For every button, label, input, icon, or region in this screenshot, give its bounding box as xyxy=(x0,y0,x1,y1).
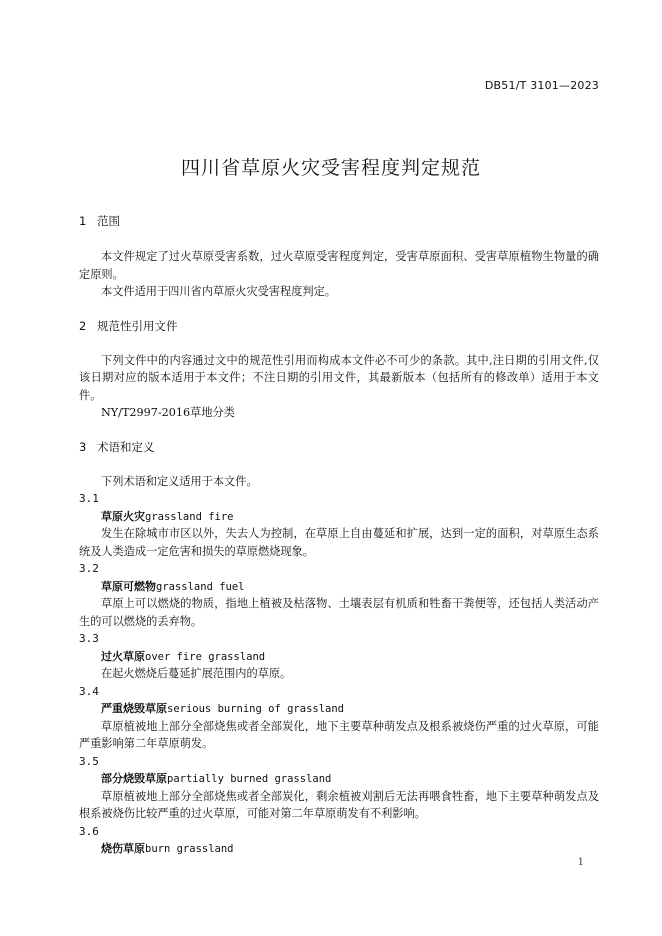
section-number: 1 xyxy=(79,214,87,228)
section-number: 3 xyxy=(79,439,87,454)
term-title xyxy=(79,840,599,858)
term-definition: 在起火燃烧后蔓延扩展范围内的草原。 xyxy=(101,667,292,680)
term-definition: 草原植被地上部分全部烧焦或者全部炭化，地下主要草种萌发点及根系被烧伤严重的过火草原，可能严重影响第二年草原萌发。 xyxy=(79,719,599,750)
document-code: DB51/T 3101—2023 xyxy=(484,79,599,92)
term-number: 3.2 xyxy=(79,562,99,575)
term-number: 3.6 xyxy=(79,824,99,838)
term-zh: 严重烧毁草原 xyxy=(101,702,167,715)
term-title xyxy=(79,578,599,596)
reference-item: NY/T2997-2016草地分类 xyxy=(101,406,235,419)
section-heading-normative-references xyxy=(79,317,599,335)
term-title xyxy=(79,508,599,526)
document-body xyxy=(79,212,599,858)
term-number: 3.5 xyxy=(79,754,99,768)
section-number: 2 xyxy=(79,318,87,333)
paragraph: 本文件适用于四川省内草原火灾受害程度判定。 xyxy=(101,285,336,298)
term-en: grassland fuel xyxy=(156,580,245,593)
section-title: 规范性引用文件 xyxy=(97,318,178,333)
paragraph: 下列文件中的内容通过文中的规范性引用而构成本文件必不可少的条款。其中,注日期的引用文件,仅该日期对应的版本适用于本文件；不注日期的引用文件，其最新版本（包括所有的修改单）适用于本文件。 xyxy=(79,353,599,402)
term-zh: 过火草原 xyxy=(101,649,145,663)
term-zh: 烧伤草原 xyxy=(101,842,145,855)
term-number: 3.3 xyxy=(79,632,99,645)
term-definition: 草原上可以燃烧的物质，指地上植被及枯落物、土壤表层有机质和牲畜干粪便等，还包括人类活动产生的可以燃烧的丢弃物。 xyxy=(79,597,599,628)
term-zh: 草原火灾 xyxy=(101,509,145,523)
term-definition: 草原植被地上部分全部烧焦或者全部炭化，剩余植被刈割后无法再喂食牲畜，地下主要草种萌发点及根系被烧伤比较严重的过火草原，可能对第二年草原萌发有不利影响。 xyxy=(79,789,599,820)
term-title xyxy=(79,648,599,666)
term-title xyxy=(79,700,599,718)
term-zh: 部分烧毁草原 xyxy=(101,772,167,785)
term-definition: 发生在除城市市区以外，失去人为控制，在草原上自由蔓延和扩展，达到一定的面积，对草原生态系统及人类造成一定危害和损失的草原燃烧现象。 xyxy=(79,527,599,558)
term-en: over fire grassland xyxy=(145,650,266,663)
paragraph: 本文件规定了过火草原受害系数，过火草原受害程度判定，受害草原面积、受害草原植物生物量的确定原则。 xyxy=(79,250,599,281)
paragraph: 下列术语和定义适用于本文件。 xyxy=(101,474,258,488)
term-title xyxy=(79,770,599,788)
term-en: partially burned grassland xyxy=(167,773,332,785)
term-en: grassland fire xyxy=(145,510,234,523)
term-zh: 草原可燃物 xyxy=(101,579,156,593)
section-title: 范围 xyxy=(97,214,120,228)
term-en: burn grassland xyxy=(145,843,234,855)
term-number: 3.1 xyxy=(79,492,99,505)
page-number: 1 xyxy=(577,857,584,868)
term-en: serious burning of grassland xyxy=(167,703,345,715)
page-title: 四川省草原火灾受害程度判定规范 xyxy=(180,157,481,179)
section-title: 术语和定义 xyxy=(97,439,155,454)
section-heading-scope xyxy=(79,212,599,230)
term-number: 3.4 xyxy=(79,684,99,698)
section-heading-terms-definitions xyxy=(79,438,599,456)
